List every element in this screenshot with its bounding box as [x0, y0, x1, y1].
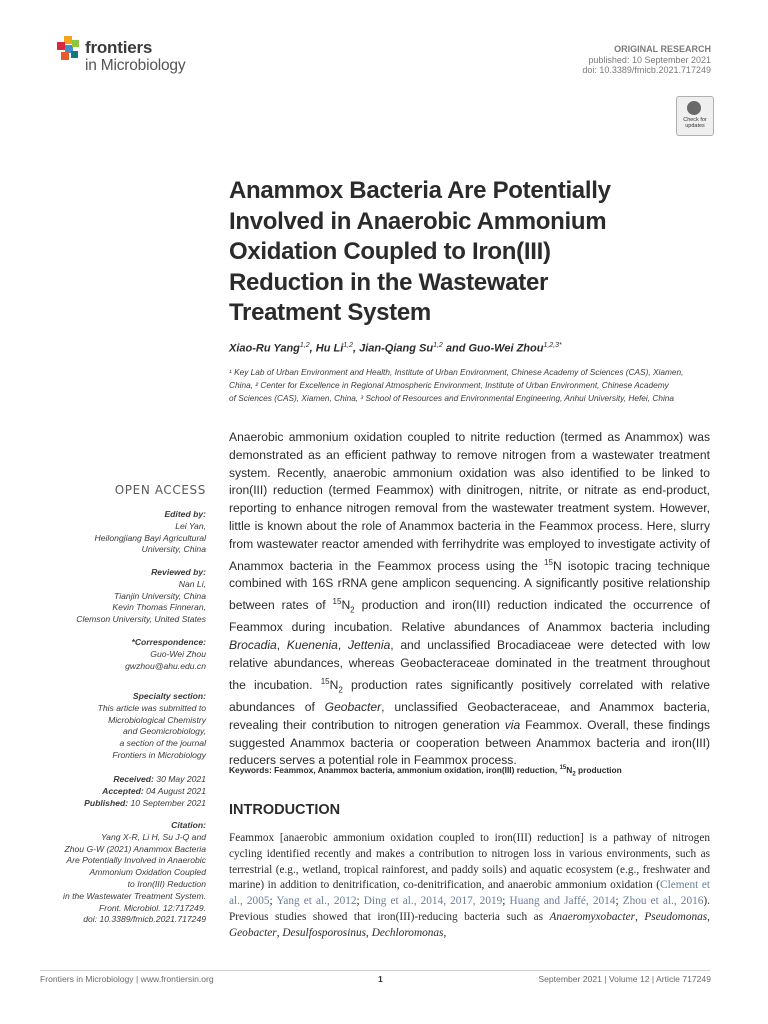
check-updates-icon	[687, 101, 701, 115]
abstract-paragraph: Anaerobic ammonium oxidation coupled to nitrite reduction (termed as Anammox) was demonstrated as an efficient pathway to remove nitrogen from a wastewater treatment system. Recently, anaerobic ammonium oxidation was also identified to be linked to iron(III) reduction (termed Feammox) with dinitrogen, nitrite, or nitrate as end-product, reporting to enhance nitrogen removal from the wastewater treatment system. However, little is known about the role of Anammox bacteria in the Feammox process. Here, slurry from wastewater reactor amended with ferrihydrite was employed to investigate activity of Anammox bacteria in the Feammox process using the $^{15}$N isotopic tracing technique combined with 16S rRNA gene amplicon sequencing. A significantly positive relationship between rates of $^{15}N_2$ production and iron(III) reduction indicated the occurrence of Feammox during incubation. Relative abundances of Anammox bacteria including Brocadia, Kuenenia, Jettenia, and unclassified Brocadiaceae were detected with low relative abundances, whereas Geobacteraceae dominated in the treatment throughout the incubation. $^{15}N_2$ production rates significantly positively correlated with relative abundances of Geobacter, unclassified Geobacteraceae, and Anammox bacteria, revealing their contribution to nitrogen generation via Feammox. Overall, these findings suggested Anammox bacteria or cooperation between Anammox bacteria and iron(III) reducers serves a potential role in Feammox process.	[229, 430, 711, 768]
reviewer-affil: Tianjin University, China	[114, 590, 206, 601]
author-link[interactable]: Hu Li	[315, 342, 344, 355]
specialty-line: Microbiological Chemistry	[108, 714, 206, 725]
author-sep: and	[442, 342, 469, 355]
author-sup: 1,2	[343, 342, 353, 349]
citation-line: Zhou G-W (2021) Anammox Bacteria	[64, 843, 206, 854]
introduction-body	[229, 831, 710, 942]
published-date: published: 10 September 2021	[588, 54, 711, 65]
author-sup: 1,2	[299, 342, 310, 349]
affiliation-line: China, ² Center for Excellence in Regional Atmospheric Environment, Institute of Urban Environment, Chinese Academy	[229, 379, 669, 390]
edited-by-block	[40, 509, 206, 556]
article-doi[interactable]: doi: 10.3389/fmicb.2021.717249	[582, 65, 711, 75]
citation-line: in the Wastewater Treatment System.	[63, 890, 206, 901]
citation-block	[40, 820, 206, 926]
editor-name[interactable]: Lei Yan,	[175, 520, 206, 531]
specialty-line: This article was submitted to	[97, 702, 206, 713]
dates-block	[40, 774, 206, 809]
correspondence-block	[40, 637, 206, 672]
footer-journal-link[interactable]: Frontiers in Microbiology | www.frontiersin.org	[40, 974, 214, 984]
author-sep: ,	[309, 342, 316, 355]
journal-logo[interactable]	[57, 34, 217, 84]
citation-label: Citation:	[171, 820, 206, 830]
correspondence-label: *Correspondence:	[131, 637, 206, 647]
specialty-section-block	[40, 691, 206, 762]
specialty-line: a section of the journal	[119, 738, 206, 749]
citation-link[interactable]: Ding et al., 2014, 2017, 2019	[363, 895, 503, 908]
reviewer-affil: Clemson University, United States	[76, 614, 206, 625]
section-heading-introduction: INTRODUCTION	[229, 802, 341, 818]
title-line: Oxidation Coupled to Iron(III)	[229, 238, 551, 265]
accepted-date: 04 August 2021	[143, 785, 206, 796]
received-label: Received:	[113, 774, 154, 784]
author-sep: ,	[353, 342, 360, 355]
citation-line: to Iron(III) Reduction	[127, 878, 206, 889]
affiliations	[229, 366, 709, 404]
check-for-updates-button[interactable]	[676, 96, 714, 136]
published-label: Published:	[84, 797, 129, 808]
corresponding-star: *	[559, 342, 562, 349]
footer-divider	[40, 970, 710, 971]
title-line: Reduction in the Wastewater	[229, 268, 549, 296]
open-access-label: OPEN ACCESS	[114, 483, 206, 497]
article-title	[229, 176, 699, 329]
accepted-label: Accepted:	[102, 785, 144, 796]
corresponding-email-link[interactable]: gwzhou@ahu.edu.cn	[125, 660, 206, 671]
article-type: ORIGINAL RESEARCH	[614, 44, 711, 54]
author-sup: 1,2,3	[543, 342, 560, 349]
title-line: Involved in Anaerobic Ammonium	[229, 207, 607, 235]
journal-name-line2: in Microbiology	[85, 57, 186, 74]
author-link[interactable]: Guo-Wei Zhou	[468, 342, 544, 355]
specialty-line: Frontiers in Microbiology	[112, 749, 206, 760]
citation-link[interactable]: Zhou et al., 2016	[622, 895, 704, 908]
published-date-side: 10 September 2021	[128, 797, 206, 808]
author-link[interactable]: Jian-Qiang Su	[359, 342, 434, 355]
abstract	[229, 429, 710, 770]
author-sup: 1,2	[433, 342, 443, 349]
article-header-info	[582, 44, 711, 76]
title-line: Anammox Bacteria Are Potentially	[229, 177, 611, 204]
journal-name-line1: frontiers	[85, 38, 153, 57]
citation-line: Front. Microbiol. 12:717249.	[98, 902, 206, 913]
intro-paragraph: Feammox [anaerobic ammonium oxidation coupled to iron(III) reduction] is a pathway of nitrogen cycling identified recently and makes a contribution to nitrogen loss in various environments, such as terrestrial (e.g., wetland, tropical rainforest, and paddy soils) and aquatic ecosystem (e.g., freshwater and marine) in addition to denitrification, co-denitrification, and anaerobic ammonium oxidation (Clement et al., 2005; Yang et al., 2012; Ding et al., 2014, 2017, 2019; Huang and Jaffé, 2014; Zhou et al., 2016). Previous studies showed that iron(III)-reducing bacteria such as Anaeromyxobacter, Pseudomonas, Geobacter, Desulfosporosinus, Dechloromonas,	[229, 832, 710, 939]
editor-affil: University, China	[141, 544, 206, 555]
keywords: Keywords: Feammox, Anammox bacteria, ammonium oxidation, iron(III) reduction, $^{15}N_2$ production	[229, 765, 622, 778]
reviewed-by-block	[40, 567, 206, 626]
reviewer-name[interactable]: Nan Li,	[178, 578, 206, 589]
footer-issue-info: September 2021 | Volume 12 | Article 717249	[538, 974, 711, 984]
reviewed-by-label: Reviewed by:	[151, 567, 206, 577]
author-link[interactable]: Xiao-Ru Yang	[229, 342, 300, 355]
citation-doi-link[interactable]: doi: 10.3389/fmicb.2021.717249	[83, 914, 206, 925]
badge-text-2: updates	[685, 123, 705, 129]
specialty-line: and Geomicrobiology,	[123, 726, 206, 737]
citation-link[interactable]: Yang et al., 2012	[276, 895, 357, 908]
citation-line: Ammonium Oxidation Coupled	[89, 867, 206, 878]
page-number: 1	[378, 974, 383, 984]
citation-line: Yang X-R, Li H, Su J-Q and	[101, 831, 206, 842]
received-date: 30 May 2021	[153, 774, 206, 784]
badge-text-1: Check for	[683, 117, 707, 123]
citation-link[interactable]: Clement et al., 2005	[229, 879, 710, 908]
author-list	[229, 342, 709, 355]
citation-line: Are Potentially Involved in Anaerobic	[66, 855, 206, 866]
edited-by-label: Edited by:	[164, 509, 206, 519]
corresponding-author: Guo-Wei Zhou	[150, 648, 206, 659]
reviewer-name[interactable]: Kevin Thomas Finneran,	[112, 602, 206, 613]
editor-affil: Heilongjiang Bayi Agricultural	[94, 532, 206, 543]
citation-link[interactable]: Huang and Jaffé, 2014	[509, 895, 616, 908]
title-line: Treatment System	[229, 299, 431, 326]
affiliation-line: of Sciences (CAS), Xiamen, China, ³ School of Resources and Environmental Engineering, Anhui University, Hefei, China	[229, 392, 675, 403]
frontiers-logo-icon	[57, 36, 81, 62]
affiliation-line: ¹ Key Lab of Urban Environment and Health, Institute of Urban Environment, Chinese Academy of Sciences (CAS), Xiamen,	[229, 367, 684, 377]
specialty-label: Specialty section:	[132, 691, 206, 701]
